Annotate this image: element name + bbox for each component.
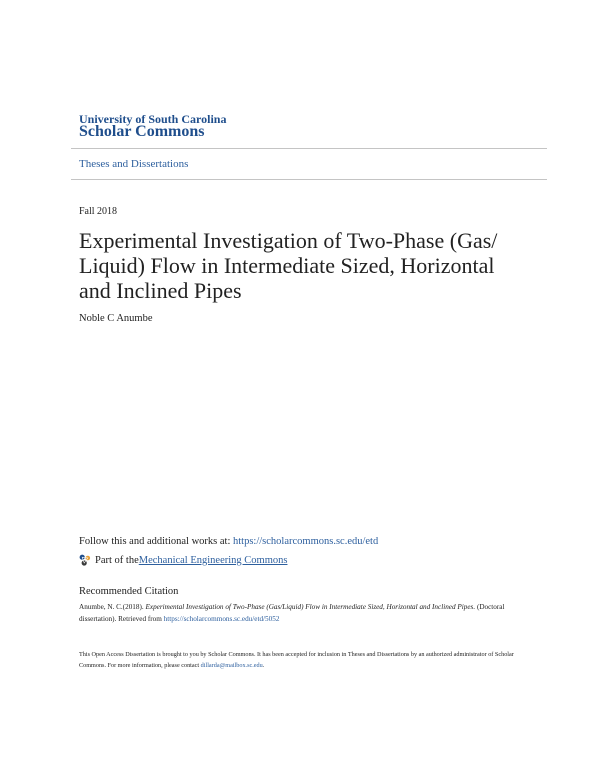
citation-tail: (Doctoral dissertation). Retrieved from xyxy=(79,603,505,623)
document-title: Experimental Investigation of Two-Phase (Gas/ Liquid) Flow in Intermediate Sized, Horizontal and Inclined Pipes xyxy=(79,228,498,303)
discipline-link[interactable]: Mechanical Engineering Commons xyxy=(138,554,288,566)
publication-date: Fall 2018 xyxy=(79,206,118,217)
repository-name[interactable]: Scholar Commons xyxy=(79,123,205,140)
top-divider xyxy=(71,148,547,149)
contact-email-link[interactable]: dillarda@mailbox.sc.edu xyxy=(200,662,263,669)
author-name: Noble C Anumbe xyxy=(79,313,153,324)
follow-label: Follow this and additional works at: xyxy=(79,536,233,547)
commons-network-icon xyxy=(79,554,91,566)
part-of-label: Part of the xyxy=(95,554,139,566)
follow-link[interactable]: https://scholarcommons.sc.edu/etd xyxy=(233,536,379,547)
access-notice-text: This Open Access Dissertation is brought to you by Scholar Commons. It has been accepted for inclusion in Theses and Dissertations by an authorized administrator of Scholar Commons. For more information, please contact xyxy=(79,651,514,669)
follow-line xyxy=(79,536,378,547)
citation-url[interactable]: https://scholarcommons.sc.edu/etd/5052 xyxy=(163,615,280,623)
university-name[interactable]: University of South Carolina xyxy=(79,112,227,126)
citation-text xyxy=(79,601,539,625)
access-notice xyxy=(79,649,539,671)
citation-title: Experimental Investigation of Two-Phase (Gas/Liquid) Flow in Intermediate Sized, Horizontal and Inclined Pipes. xyxy=(145,603,476,611)
citation-heading: Recommended Citation xyxy=(79,586,179,597)
citation-authors: Anumbe, N. C.(2018). xyxy=(79,603,146,611)
part-of-line xyxy=(79,553,287,567)
bottom-divider xyxy=(71,179,547,180)
access-notice-end: . xyxy=(262,662,265,669)
series-link[interactable]: Theses and Dissertations xyxy=(79,158,189,170)
